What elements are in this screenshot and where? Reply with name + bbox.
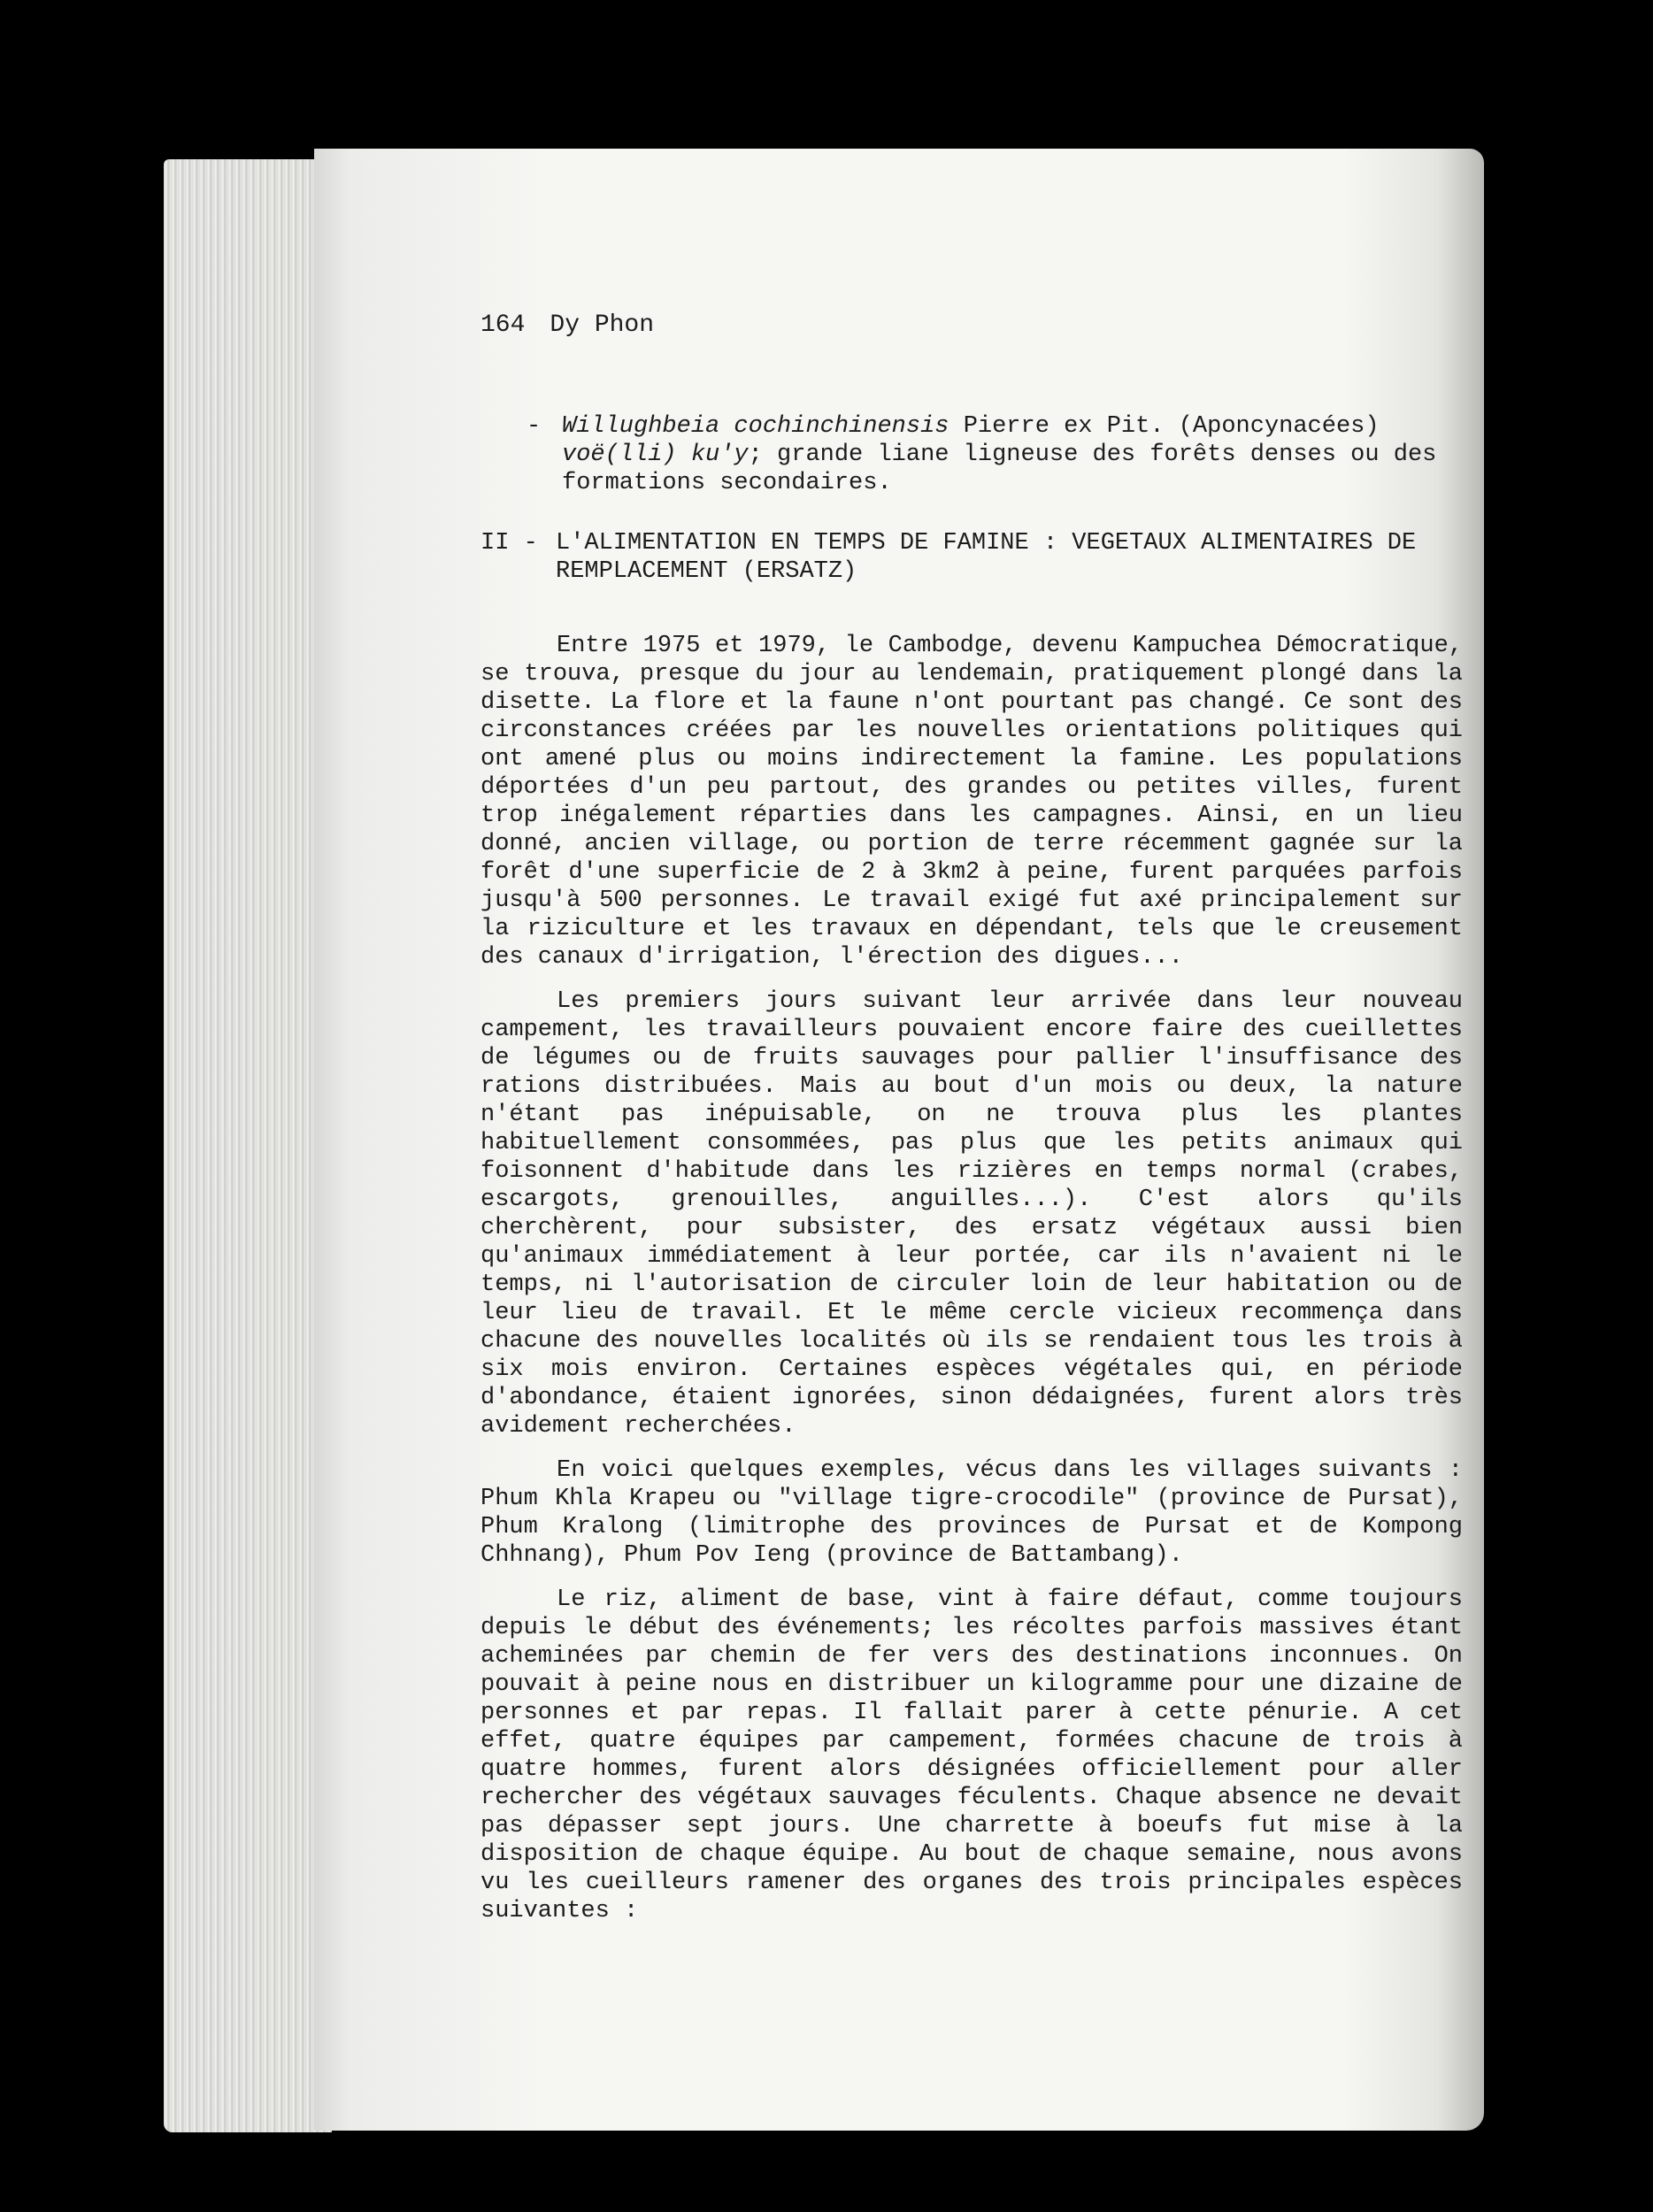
running-header <box>481 311 1463 340</box>
paragraph-2: Les premiers jours suivant leur arrivée dans leur nouveau campement, les travailleurs pouvaient encore faire des cueillettes de légumes ou de fruits sauvages pour pallier l'insuffisance des rations distribuées. Mais au bout d'un mois ou deux, la nature n'étant pas inépuisable, on ne trouva plus les plantes habituellement consommées, pas plus que les petits animaux qui foisonnent d'habitude dans les rizières en temps normal (crabes, escargots, grenouilles, anguilles...). C'est alors qu'ils cherchèrent, pour subsister, des ersatz végétaux aussi bien qu'animaux immédiatement à leur portée, car ils n'avaient ni le temps, ni l'autorisation de circuler loin de leur habitation ou de leur lieu de travail. Et le même cercle vicieux recommença dans chacune des nouvelles localités où ils se rendaient tous les trois à six mois environ. Certaines espèces végétales qui, en période d'abondance, étaient ignorées, sinon dédaignées, furent alors très avidement recherchées. <box>481 988 1463 1440</box>
section-title: L'ALIMENTATION EN TEMPS DE FAMINE : VEGETAUX ALIMENTAIRES DE REMPLACEMENT (ERSATZ) <box>556 530 1417 585</box>
species-authority: Pierre ex Pit. (Aponcynacées) <box>963 413 1380 440</box>
species-name: Willughbeia cochinchinensis <box>562 413 950 440</box>
book-page-edges <box>164 159 332 2132</box>
vernacular-name: voë(lli) ku'y <box>562 442 749 468</box>
paragraph-3: En voici quelques exemples, vécus dans les villages suivants : Phum Khla Krapeu ou "village tigre-crocodile" (province de Pursat), Phum Kralong (limitrophe des provinces de Pursat et de Kompong Chhnang), Phum Pov Ieng (province de Battambang). <box>481 1457 1463 1569</box>
entry-body <box>562 412 1463 497</box>
species-description: ; grande liane ligneuse des forêts denses ou des formations secondaires. <box>562 442 1437 496</box>
section-heading <box>481 529 1463 586</box>
author-name: Dy Phon <box>550 311 655 339</box>
page-number: 164 <box>481 311 526 339</box>
paragraph-1: Entre 1975 et 1979, le Cambodge, devenu Kampuchea Démocratique, se trouva, presque du jour au lendemain, pratiquement plongé dans la disette. La flore et la faune n'ont pourtant pas changé. Ce sont des circonstances créées par les nouvelles orientations politiques qui ont amené plus ou moins indirectement la famine. Les populations déportées d'un peu partout, des grandes ou petites villes, furent trop inégalement réparties dans les campagnes. Ainsi, en un lieu donné, ancien village, ou portion de terre récemment gagnée sur la forêt d'une superficie de 2 à 3km2 à peine, furent parquées parfois jusqu'à 500 personnes. Le travail exigé fut axé principalement sur la riziculture et les travaux en dépendant, tels que le creusement des canaux d'irrigation, l'érection des digues... <box>481 633 1463 971</box>
section-number: II - <box>481 530 538 557</box>
entry-dash: - <box>527 413 542 440</box>
page-content <box>481 311 1463 1941</box>
paragraph-4: Le riz, aliment de base, vint à faire défaut, comme toujours depuis le début des événements; les récoltes parfois massives étant acheminées par chemin de fer vers des destinations inconnues. On pouvait à peine nous en distribuer un kilogramme pour une dizaine de personnes et par repas. Il fallait parer à cette pénurie. A cet effet, quatre équipes par campement, formées chacune de trois à quatre hommes, furent alors désignées officiellement pour aller rechercher des végétaux sauvages féculents. Chaque absence ne devait pas dépasser sept jours. Une charrette à boeufs fut mise à la disposition de chaque équipe. Au bout de chaque semaine, nous avons vu les cueilleurs ramener des organes des trois principales espèces suivantes : <box>481 1586 1463 1924</box>
species-entry <box>527 412 1463 497</box>
